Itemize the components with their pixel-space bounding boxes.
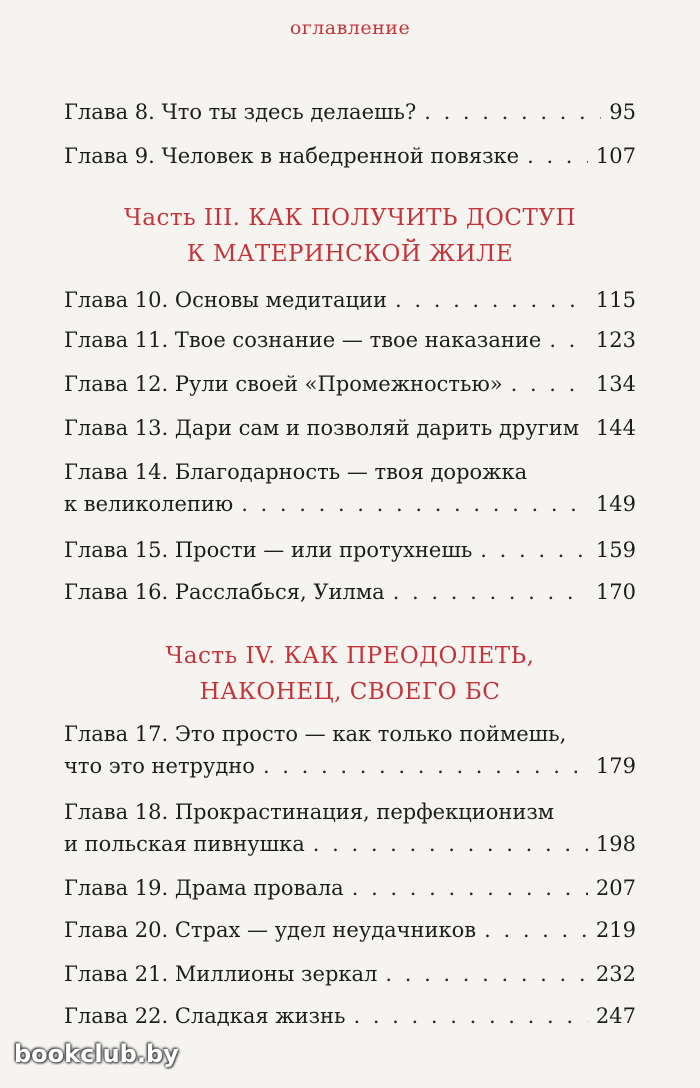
chapter-title: Глава 8. Что ты здесь делаешь? — [64, 100, 417, 124]
leader-dots — [263, 750, 588, 782]
toc-entry-ch21 — [64, 958, 636, 990]
toc-entry-ch13 — [64, 412, 636, 444]
chapter-title: Глава 10. Основы медитации — [64, 288, 388, 312]
part-3-heading — [0, 200, 700, 272]
page-number: 107 — [595, 144, 636, 168]
leader-dots — [480, 534, 588, 566]
toc-entry-ch15 — [64, 534, 636, 566]
leader-dots — [395, 284, 588, 316]
page-number: 95 — [609, 100, 636, 124]
leader-dots — [587, 412, 588, 444]
chapter-title-line1: Глава 17. Это просто — как только поймешь, — [64, 722, 567, 746]
leader-dots — [484, 914, 588, 946]
leader-dots — [353, 1000, 587, 1032]
toc-entry-ch20 — [64, 914, 636, 946]
leader-dots — [549, 324, 588, 356]
page-number: 115 — [595, 288, 636, 312]
chapter-title: к великолепию — [64, 492, 234, 516]
chapter-title: Глава 20. Страх — удел неудачников — [64, 918, 477, 942]
page-number: 159 — [595, 538, 636, 562]
page-number: 179 — [595, 754, 636, 778]
leader-dots — [424, 96, 601, 128]
toc-entry-ch9 — [64, 140, 636, 172]
toc-entry-ch16 — [64, 576, 636, 608]
page-number: 144 — [595, 416, 636, 440]
leader-dots — [352, 872, 588, 904]
chapter-title: Глава 19. Драма провала — [64, 876, 344, 900]
chapter-title: Глава 22. Сладкая жизнь — [64, 1004, 346, 1028]
chapter-title-line1: Глава 14. Благодарность — твоя дорожка — [64, 460, 528, 484]
leader-dots — [511, 368, 588, 400]
chapter-title: Глава 13. Дари сам и позволяй дарить другим — [64, 416, 580, 440]
toc-entry-ch11 — [64, 324, 636, 356]
page-number: 134 — [595, 372, 636, 396]
toc-entry-ch14 — [64, 456, 636, 520]
part-3-line2: К МАТЕРИНСКОЙ ЖИЛЕ — [186, 241, 514, 267]
page-number: 198 — [595, 832, 636, 856]
toc-entry-ch12 — [64, 368, 636, 400]
leader-dots — [313, 828, 588, 860]
toc-entry-ch10 — [64, 284, 636, 316]
chapter-title: Глава 9. Человек в набедренной повязке — [64, 144, 520, 168]
leader-dots — [241, 488, 588, 520]
toc-entry-ch18 — [64, 796, 636, 860]
page-number: 247 — [595, 1004, 636, 1028]
leader-dots — [393, 576, 588, 608]
chapter-title: Глава 12. Рули своей «Промежностью» — [64, 372, 503, 396]
leader-dots — [385, 958, 588, 990]
part-4-heading — [0, 638, 700, 710]
chapter-title: и польская пивнушка — [64, 832, 305, 856]
page-header: оглавление — [289, 17, 411, 39]
page-number: 219 — [595, 918, 636, 942]
chapter-title: Глава 16. Расслабься, Уилма — [64, 580, 385, 604]
page-number: 232 — [595, 962, 636, 986]
page-number: 170 — [595, 580, 636, 604]
leader-dots — [527, 140, 588, 172]
page-number: 207 — [595, 876, 636, 900]
chapter-title: что это нетрудно — [64, 754, 255, 778]
part-4-line1: Часть IV. КАК ПРЕОДОЛЕТЬ, — [165, 643, 535, 669]
toc-entry-ch8 — [64, 96, 636, 128]
part-4-line2: НАКОНЕЦ, СВОЕГО БС — [199, 679, 501, 705]
chapter-title: Глава 15. Прости — или протухнешь — [64, 538, 473, 562]
page-number: 149 — [595, 492, 636, 516]
chapter-title-line1: Глава 18. Прокрастинация, перфекционизм — [64, 800, 555, 824]
toc-entry-ch22 — [64, 1000, 636, 1032]
chapter-title: Глава 21. Миллионы зеркал — [64, 962, 378, 986]
toc-entry-ch17 — [64, 718, 636, 782]
page-number: 123 — [595, 328, 636, 352]
chapter-title: Глава 11. Твое сознание — твое наказание — [64, 328, 542, 352]
toc-entry-ch19 — [64, 872, 636, 904]
part-3-line1: Часть III. КАК ПОЛУЧИТЬ ДОСТУП — [123, 205, 577, 231]
watermark-logo: bookclub.by — [14, 1040, 179, 1068]
